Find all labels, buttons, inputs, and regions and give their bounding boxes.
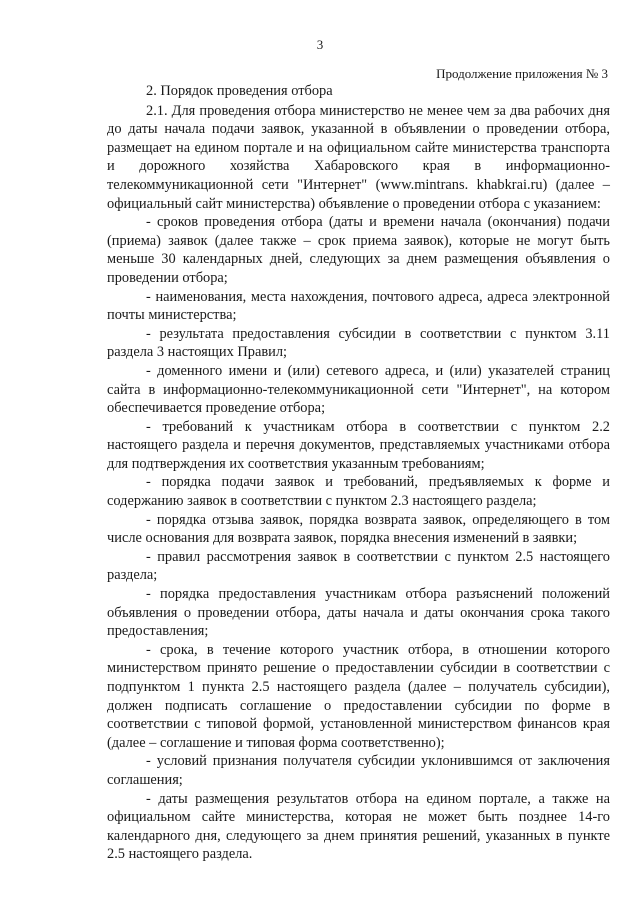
list-item-agreement-deadline: - срока, в течение которого участник отбора, в отношении которого министерством принято решение о предоставлении субсидии в соответствии с подпунктом 1 пункта 2.5 настоящего раздела (далее – получатель субсидии), должен подписать соглашение о предоставлении субсидии по форме в соответствии с типовой формой, установленной министерством финансов края (далее – соглашение и типовая форма соответственно); (107, 641, 610, 751)
list-item-selection-deadlines: - сроков проведения отбора (даты и времени начала (окончания) подачи (приема) заявок (далее также – срок приема заявок), которые не могут быть меньше 30 календарных дней, следующих за днем размещения объявления о проведении отбора; (107, 214, 610, 286)
list-item-subsidy-result: - результата предоставления субсидии в соответствии с пунктом 3.11 раздела 3 настоящих Правил; (107, 325, 610, 361)
list-item-domain-name: - доменного имени и (или) сетевого адреса, и (или) указателей страниц сайта в информационно-телекоммуникационной сети "Интернет", на котором обеспечивается проведение отбора; (107, 362, 610, 417)
list-item-application-procedure: - порядка подачи заявок и требований, предъявляемых к форме и содержанию заявок в соответствии с пунктом 2.3 настоящего раздела; (107, 474, 610, 510)
appendix-continuation-note: Продолжение приложения № 3 (436, 66, 608, 81)
list-item-review-rules: - правил рассмотрения заявок в соответствии с пунктом 2.5 настоящего раздела; (107, 548, 610, 584)
list-item-results-publication: - даты размещения результатов отбора на едином портале, а также на официальном сайте министерства, которая не может быть позднее 14-го календарного дня, следующего за днем принятия решений, указанных в пункте 2.5 настоящего раздела. (107, 790, 610, 863)
list-item-participant-requirements: - требований к участникам отбора в соответствии с пунктом 2.2 настоящего раздела и перечня документов, представляемых участниками отбора для подтверждения их соответствия указанным требованиям; (107, 418, 610, 472)
document-body (107, 82, 610, 864)
page-number: 3 (316, 37, 324, 52)
list-item-withdrawal-procedure: - порядка отзыва заявок, порядка возврата заявок, определяющего в том числе основания для возврата заявок, порядка внесения изменений в заявки; (107, 511, 610, 547)
section-heading: 2. Порядок проведения отбора (146, 83, 333, 99)
list-item-ministry-contacts: - наименования, места нахождения, почтового адреса, адреса электронной почты министерства; (107, 288, 610, 324)
list-item-evasion-conditions: - условий признания получателя субсидии уклонившимся от заключения соглашения; (107, 753, 610, 788)
list-item-clarifications: - порядка предоставления участникам отбора разъяснений положений объявления о проведении отбора, даты начала и даты окончания срока такого предоставления; (107, 586, 610, 640)
paragraph-2-1: 2.1. Для проведения отбора министерство не менее чем за два рабочих дня до даты начала подачи заявок, указанной в объявлении о проведении отбора, размещает на едином портале и на официальном сайте министерства транспорта и дорожного хозяйства Хабаровского края в информационно-телекоммуникационной сети "Интернет" (www.mintrans. khabkrai.ru) (далее – официальный сайт министерства) объявление о проведении отбора с указанием: (107, 102, 610, 212)
